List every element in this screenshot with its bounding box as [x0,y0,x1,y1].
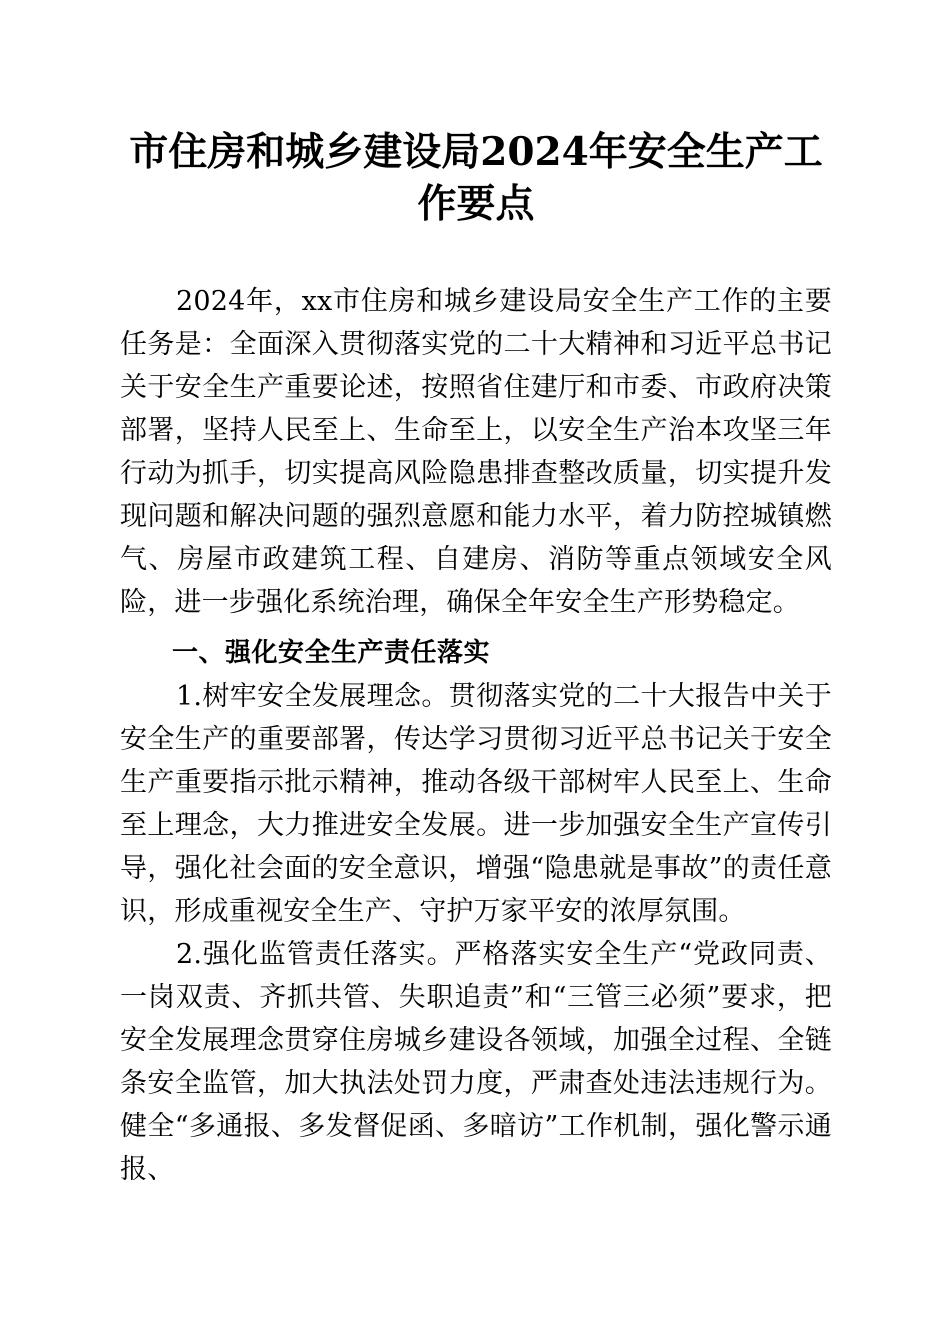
page-content-area [120,0,832,1191]
section-1-item-1: 1.树牢安全发展理念。贯彻落实党的二十大报告中关于安全生产的重要部署，传达学习贯彻习近平总书记关于安全生产重要指示批示精神，推动各级干部树牢人民至上、生命至上理念，大力推进安全发展。进一步加强安全生产宣传引导，强化社会面的安全意识，增强“隐患就是事故”的责任意识，形成重视安全生产、守护万家平安的浓厚氛围。 [120,681,832,927]
section-heading-1: 一、强化安全生产责任落实 [172,638,491,668]
section-1-item-2: 2.强化监管责任落实。严格落实安全生产“党政同责、一岗双责、齐抓共管、失职追责”和“三管三必须”要求，把安全发展理念贯穿住房城乡建设各领域，加强全过程、全链条安全监管，加大执法处罚力度，严肃查处违法违规行为。健全“多通报、多发督促函、多暗访”工作机制，强化警示通报、 [120,939,832,1185]
lead-paragraph: 2024年，xx市住房和城乡建设局安全生产工作的主要任务是：全面深入贯彻落实党的二十大精神和习近平总书记关于安全生产重要论述，按照省住建厅和市委、市政府决策部署，坚持人民至上、生命至上，以安全生产治本攻坚三年行动为抓手，切实提高风险隐患排查整改质量，切实提升发现问题和解决问题的强烈意愿和能力水平，着力防控城镇燃气、房屋市政建筑工程、自建房、消防等重点领域安全风险，进一步强化系统治理，确保全年安全生产形势稳定。 [120,286,832,618]
page-title: 市住房和城乡建设局2024年安全生产工作要点 [129,129,823,227]
